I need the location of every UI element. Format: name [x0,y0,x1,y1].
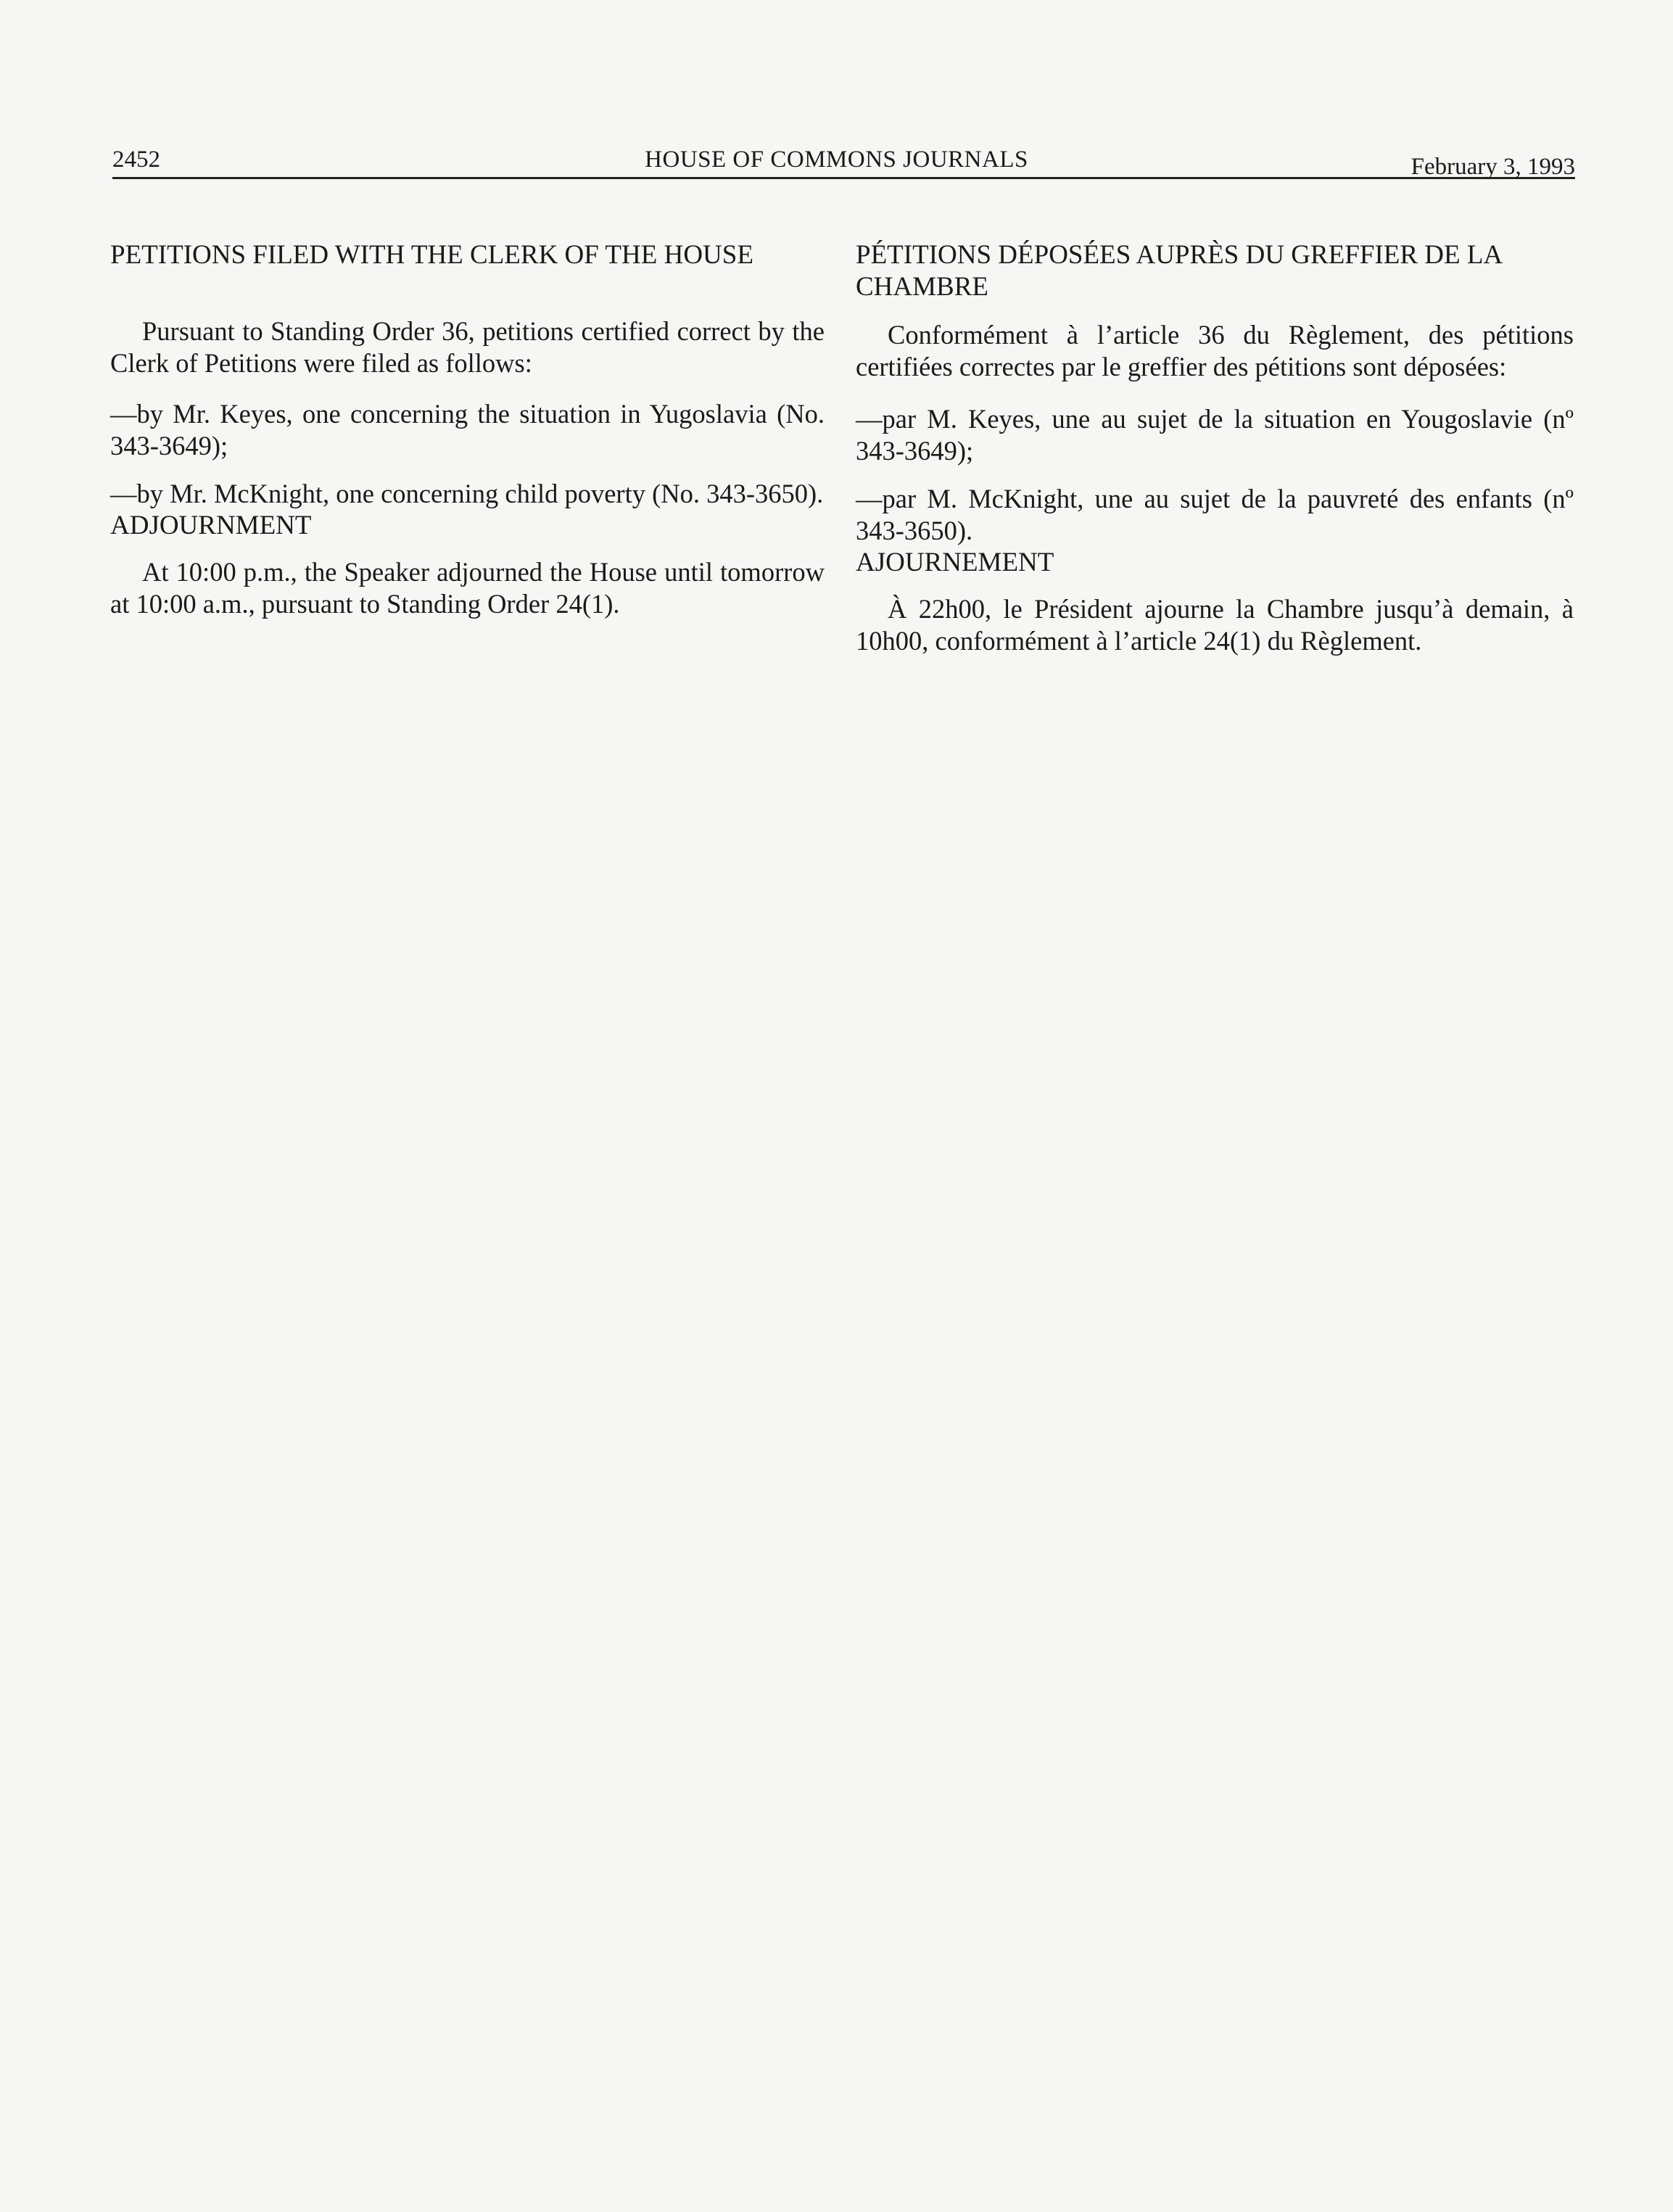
french-column [856,239,1574,657]
petition-item-en: —by Mr. McKnight, one concerning child poverty (No. 343-3650). [110,479,824,508]
header-rule [112,177,1575,179]
journal-date: February 3, 1993 [1410,154,1575,180]
petitions-heading-fr: PÉTITIONS DÉPOSÉES AUPRÈS DU GREFFIER DE LA CHAMBRE [856,240,1502,302]
english-column [110,239,825,620]
petitions-intro-en: Pursuant to Standing Order 36, petitions certified correct by the Clerk of Petitions were filed as follows: [110,316,825,378]
petition-item-fr: —par M. Keyes, une au sujet de la situation en Yougoslavie (nº 343-3649); [856,404,1574,466]
adjournment-text-en: At 10:00 p.m., the Speaker adjourned the House until tomorrow at 10:00 a.m., pursuant to Standing Order 24(1). [110,557,825,619]
adjournment-text-fr: À 22h00, le Président ajourne la Chambre jusqu’à demain, à 10h00, conformément à l’article 24(1) du Règlement. [856,594,1574,656]
page-number: 2452 [112,146,160,173]
petition-item-fr: —par M. McKnight, une au sujet de la pauvreté des enfants (nº 343-3650). [856,484,1574,545]
petition-item-en: —by Mr. Keyes, one concerning the situation in Yugoslavia (No. 343-3649); [110,399,825,461]
adjournment-heading-fr: AJOURNEMENT [856,548,1054,577]
journal-title: HOUSE OF COMMONS JOURNALS [645,146,1028,173]
adjournment-heading-en: ADJOURNMENT [110,511,312,540]
petitions-heading-en: PETITIONS FILED WITH THE CLERK OF THE HOUSE [110,240,753,270]
petitions-intro-fr: Conformément à l’article 36 du Règlement, des pétitions certifiées correctes par le greffier des pétitions sont déposées: [856,320,1574,381]
